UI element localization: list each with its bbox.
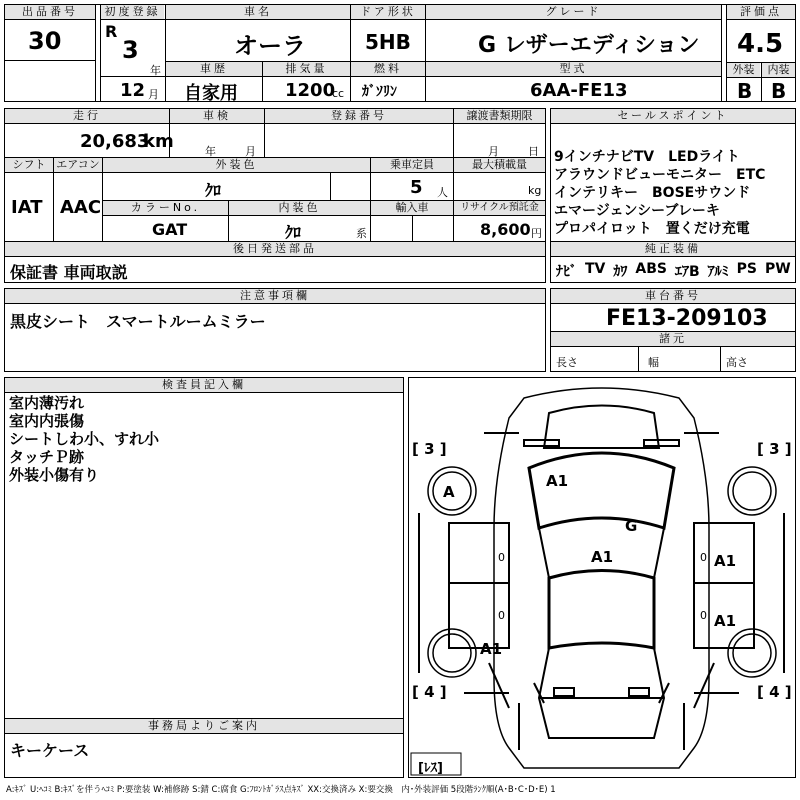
capacity-unit: 人 <box>437 186 448 199</box>
inspection-year: 年 <box>205 145 216 158</box>
transfer-month: 月 <box>488 145 499 158</box>
tire-rear-left: [ 4 ] <box>412 683 447 701</box>
office-text: キーケース <box>10 741 90 760</box>
sales-point: プロパイロット 置くだけ充電 <box>554 221 750 237</box>
shift: IAT <box>11 197 43 218</box>
month-unit: 月 <box>148 88 159 101</box>
recycle-unit: 円 <box>531 227 542 240</box>
inspector-line: 外装小傷有り <box>9 466 100 484</box>
mark-door-right-rear: 0 <box>700 609 707 622</box>
inspection-label: 車検 <box>170 109 264 123</box>
model-label: 型式 <box>426 62 721 76</box>
dim-height: 高さ <box>726 356 748 369</box>
fuel-label: 燃料 <box>351 62 425 76</box>
chassis-number: FE13-209103 <box>606 306 768 331</box>
capacity-label: 乗車定員 <box>371 158 453 172</box>
specs-block <box>4 108 546 242</box>
mark-door-left-front: 0 <box>498 551 505 564</box>
displacement: 1200 <box>285 80 336 101</box>
color-no-label: カラーNo. <box>103 201 228 215</box>
int-color-unit: 系 <box>356 227 367 240</box>
inspector-line: 室内内張傷 <box>9 412 85 430</box>
inspector-line: シートしわ小、すれ小 <box>9 430 160 448</box>
office-label: 事務局よりご案内 <box>5 719 403 734</box>
mileage: 20,683 <box>80 131 150 152</box>
equipment-item: ｴｱB <box>674 264 700 280</box>
sales-point: エマージェンシーブレーキ <box>554 203 720 219</box>
sales-points-list <box>554 148 794 238</box>
chassis-label: 車台番号 <box>551 289 795 304</box>
equipment-item: ｱﾙﾐ <box>707 264 729 280</box>
sales-point: アラウンドビューモニター ETC <box>554 167 766 183</box>
reg-no-label: 登録番号 <box>265 109 453 123</box>
mark-hood: A1 <box>546 472 569 490</box>
mark-left-rear-wheel: A1 <box>480 640 503 658</box>
mark-door-left-rear: 0 <box>498 609 505 622</box>
ac-label: エアコン <box>54 158 102 172</box>
inspector-line: タッチＰ跡 <box>9 448 85 466</box>
history: 自家用 <box>184 83 238 104</box>
sales-point: インテリキー BOSEサウンド <box>554 185 751 201</box>
int-color: ｸﾛ <box>285 223 302 242</box>
ac: AAC <box>60 197 102 218</box>
exterior-grade: B <box>737 79 753 103</box>
mark-door-right-front: 0 <box>700 551 707 564</box>
mark-windshield: G <box>625 517 638 535</box>
tire-front-left: [ 3 ] <box>412 440 447 458</box>
car-diagram <box>408 377 796 778</box>
recycle: 8,600 <box>480 220 531 239</box>
mark-front-wheel-left: A <box>443 483 455 501</box>
sales-point: 9インチナビTV LEDライト <box>554 149 740 165</box>
int-color-label: 内装色 <box>229 201 370 215</box>
import-label: 輸入車 <box>371 201 453 215</box>
grade: G レザーエディション <box>478 33 700 58</box>
mark-right-front-door: A1 <box>714 552 737 570</box>
ext-color-label: 外装色 <box>103 158 370 172</box>
displacement-label: 排気量 <box>263 62 350 76</box>
ext-color: ｸﾛ <box>205 181 222 200</box>
equipment-item: PS <box>736 261 757 277</box>
mileage-unit: km <box>143 131 174 152</box>
equipment-item: ABS <box>635 261 667 277</box>
later-parts-text: 保証書 車両取説 <box>10 263 128 282</box>
inspector-line: 室内薄汚れ <box>9 394 85 412</box>
interior-grade: B <box>771 79 787 103</box>
car-name: オーラ <box>234 32 306 60</box>
notes-label: 注意事項欄 <box>5 289 545 304</box>
equipment-label: 純正装備 <box>551 242 795 257</box>
lot-number: 30 <box>28 27 62 55</box>
interior-label: 内装 <box>762 63 795 77</box>
year-unit: 年 <box>150 64 161 77</box>
inspection-month: 月 <box>245 145 256 158</box>
mark-roof: A1 <box>591 548 614 566</box>
fuel: ｶﾞｿﾘﾝ <box>362 84 397 100</box>
displacement-unit: cc <box>332 87 345 100</box>
reg-year: 3 <box>122 36 139 64</box>
score: 4.5 <box>737 29 784 59</box>
exterior-label: 外装 <box>727 63 760 77</box>
reg-month: 12 <box>120 80 146 101</box>
score-label: 評価点 <box>727 5 795 19</box>
mileage-label: 走行 <box>5 109 169 123</box>
shift-label: シフト <box>5 158 53 172</box>
car-outline <box>409 378 795 777</box>
dim-width: 幅 <box>648 356 659 369</box>
load-unit: kg <box>528 184 542 197</box>
dims-label: 諸元 <box>551 331 795 347</box>
grade-label: グレード <box>426 5 721 19</box>
history-label: 車歴 <box>166 62 262 76</box>
dim-length: 長さ <box>556 356 578 369</box>
spare-tire: [ﾚｽ] <box>418 761 443 776</box>
capacity: 5 <box>410 177 423 198</box>
era: R <box>105 22 118 41</box>
legend: A:ｷｽﾞ U:ﾍｺﾐ B:ｷｽﾞを伴うﾍｺﾐ P:要塗装 W:補修跡 S:錆 C:腐食 G:ﾌﾛﾝﾄｶﾞﾗｽ点ｷｽﾞ XX:交換済み X:要交換 内･外装評価 5段階ﾗﾝｸ順(A･B･C･D･E) 1 <box>6 785 556 795</box>
door-type: 5HB <box>365 30 411 54</box>
color-no: GAT <box>152 220 188 239</box>
later-parts-label: 後日発送部品 <box>5 242 545 257</box>
inspector-label: 検査員記入欄 <box>5 378 403 393</box>
transfer-day: 日 <box>528 145 539 158</box>
model-code: 6AA-FE13 <box>530 80 628 101</box>
lot-label: 出品番号 <box>5 5 95 19</box>
first-reg-label: 初度登録 <box>101 5 164 19</box>
equipment-item: ｶﾜ <box>613 264 628 280</box>
load-label: 最大積載量 <box>454 158 545 172</box>
recycle-label: リサイクル預託金 <box>454 201 545 215</box>
car-name-label: 車名 <box>166 5 350 19</box>
equipment-item: PW <box>765 261 791 277</box>
equipment-item: TV <box>585 261 606 277</box>
door-label: ドア形状 <box>351 5 425 19</box>
sales-points-label: セールスポイント <box>551 109 795 124</box>
notes-text: 黒皮シート スマートルームミラー <box>10 312 266 331</box>
mark-right-rear-door: A1 <box>714 612 737 630</box>
tire-rear-right: [ 4 ] <box>757 683 792 701</box>
inspector-notes <box>9 394 159 484</box>
tire-front-right: [ 3 ] <box>757 440 792 458</box>
equipment-list <box>556 261 791 281</box>
equipment-item: ﾅﾋﾞ <box>556 264 577 280</box>
transfer-label: 譲渡書類期限 <box>454 109 545 123</box>
